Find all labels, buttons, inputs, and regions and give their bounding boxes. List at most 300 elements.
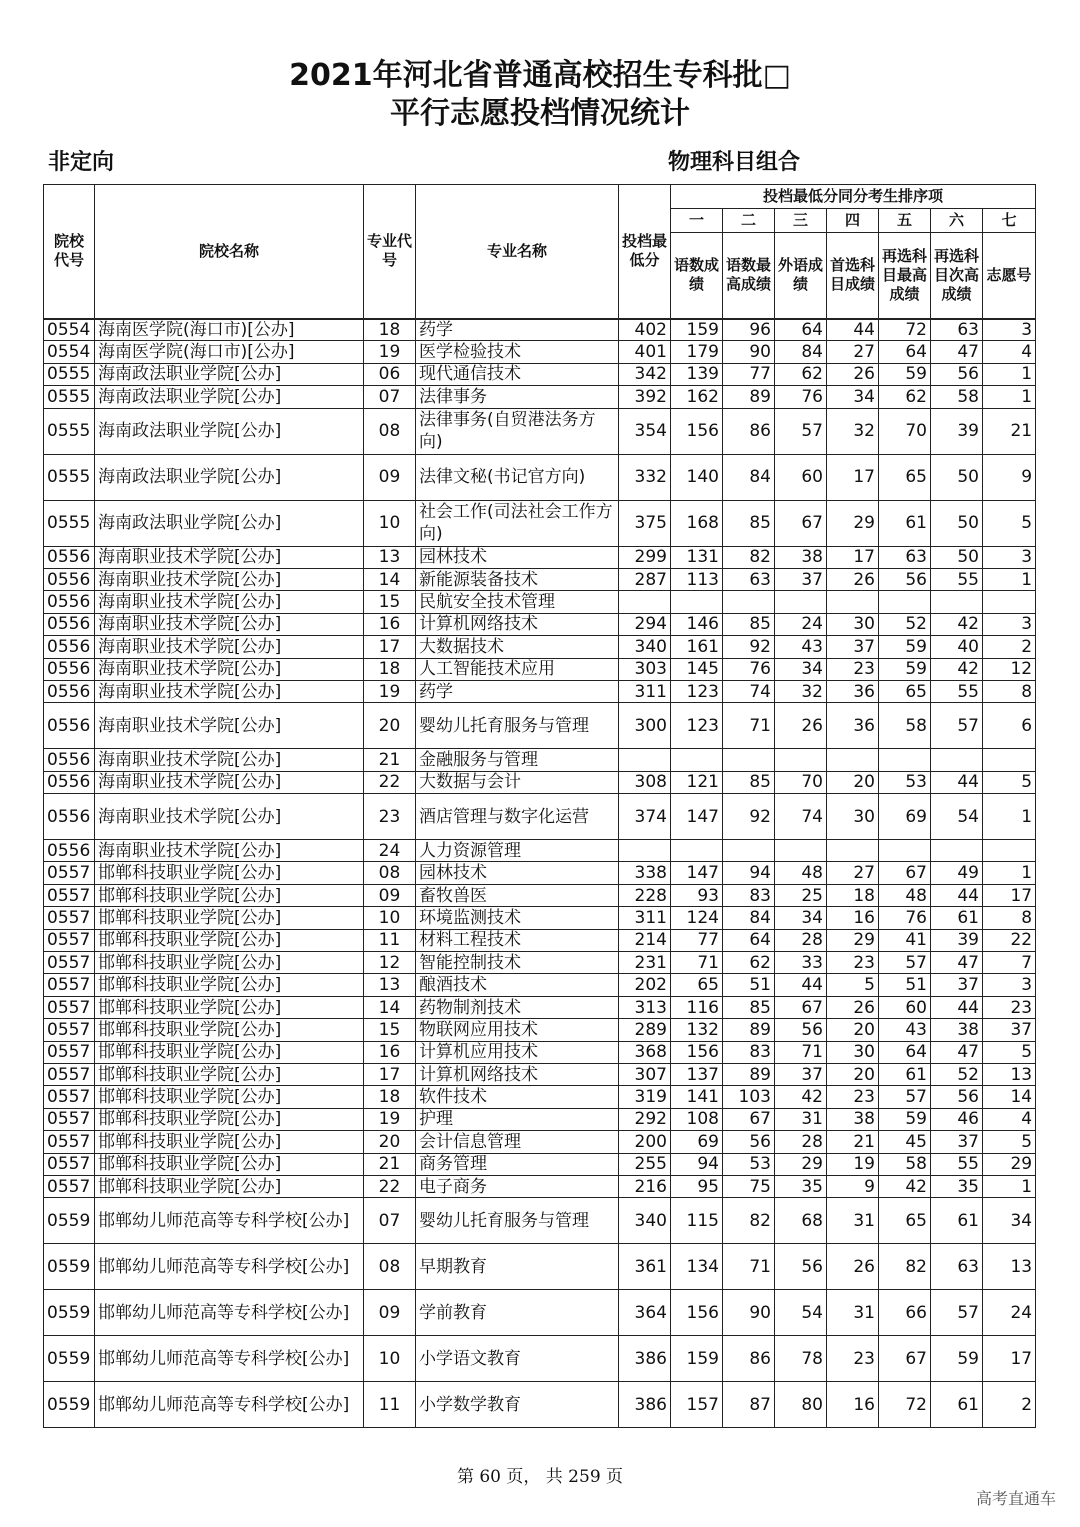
cell-major-code: 08 bbox=[364, 862, 416, 884]
cell-first-subject: 36 bbox=[827, 703, 879, 749]
cell-second-subject-next: 37 bbox=[931, 974, 983, 996]
cell-min-score: 332 bbox=[619, 454, 671, 500]
cell-school-name: 海南职业技术学院[公办] bbox=[95, 636, 364, 658]
cell-second-subject-next: 63 bbox=[931, 319, 983, 341]
cell-first-subject: 23 bbox=[827, 1336, 879, 1382]
cell-second-subject-max: 82 bbox=[879, 1244, 931, 1290]
cell-school-name: 海南职业技术学院[公办] bbox=[95, 840, 364, 862]
cell-min-score: 401 bbox=[619, 341, 671, 363]
cell-major-code: 06 bbox=[364, 363, 416, 385]
cell-chinese-math-max: 89 bbox=[723, 1019, 775, 1041]
cell-second-subject-next: 44 bbox=[931, 771, 983, 793]
cell-school-name: 邯郸科技职业学院[公办] bbox=[95, 996, 364, 1018]
cell-school-code: 0557 bbox=[44, 1131, 95, 1153]
cell-choice-number: 4 bbox=[983, 341, 1036, 363]
cell-second-subject-next bbox=[931, 749, 983, 771]
cell-school-code: 0555 bbox=[44, 386, 95, 408]
cell-major-name: 软件技术 bbox=[416, 1086, 619, 1108]
cell-major-name: 会计信息管理 bbox=[416, 1131, 619, 1153]
cell-foreign-lang: 71 bbox=[775, 1041, 827, 1063]
cell-min-score: 289 bbox=[619, 1019, 671, 1041]
cell-chinese-math: 159 bbox=[671, 319, 723, 341]
cell-foreign-lang: 34 bbox=[775, 907, 827, 929]
table-row bbox=[44, 1336, 1036, 1382]
table-row bbox=[44, 1131, 1036, 1153]
cell-school-name: 海南政法职业学院[公办] bbox=[95, 500, 364, 546]
cell-first-subject: 38 bbox=[827, 1108, 879, 1130]
cell-school-name: 海南职业技术学院[公办] bbox=[95, 546, 364, 568]
cell-min-score: 386 bbox=[619, 1382, 671, 1428]
cell-school-code: 0556 bbox=[44, 546, 95, 568]
cell-first-subject: 31 bbox=[827, 1198, 879, 1244]
cell-first-subject: 26 bbox=[827, 996, 879, 1018]
cell-chinese-math-max: 83 bbox=[723, 1041, 775, 1063]
cell-chinese-math-max: 71 bbox=[723, 703, 775, 749]
header-order-6: 六 bbox=[931, 209, 983, 233]
cell-foreign-lang: 84 bbox=[775, 341, 827, 363]
cell-min-score: 299 bbox=[619, 546, 671, 568]
cell-major-code: 13 bbox=[364, 546, 416, 568]
cell-choice-number: 3 bbox=[983, 613, 1036, 635]
cell-school-name: 海南职业技术学院[公办] bbox=[95, 568, 364, 590]
cell-school-code: 0556 bbox=[44, 613, 95, 635]
table-row bbox=[44, 703, 1036, 749]
cell-major-name: 计算机应用技术 bbox=[416, 1041, 619, 1063]
cell-foreign-lang: 37 bbox=[775, 568, 827, 590]
cell-foreign-lang: 33 bbox=[775, 952, 827, 974]
table-row bbox=[44, 771, 1036, 793]
cell-foreign-lang: 60 bbox=[775, 454, 827, 500]
cell-school-name: 海南政法职业学院[公办] bbox=[95, 386, 364, 408]
cell-major-code: 14 bbox=[364, 568, 416, 590]
cell-major-name: 环境监测技术 bbox=[416, 907, 619, 929]
cell-school-code: 0557 bbox=[44, 884, 95, 906]
table-row bbox=[44, 1063, 1036, 1085]
cell-first-subject: 36 bbox=[827, 680, 879, 702]
cell-school-name: 海南职业技术学院[公办] bbox=[95, 680, 364, 702]
cell-chinese-math bbox=[671, 749, 723, 771]
cell-school-name: 邯郸科技职业学院[公办] bbox=[95, 1063, 364, 1085]
cell-first-subject: 20 bbox=[827, 771, 879, 793]
table-row bbox=[44, 1244, 1036, 1290]
cell-second-subject-max bbox=[879, 591, 931, 613]
cell-major-code: 16 bbox=[364, 1041, 416, 1063]
cell-second-subject-max: 57 bbox=[879, 1086, 931, 1108]
cell-school-name: 邯郸科技职业学院[公办] bbox=[95, 907, 364, 929]
table-row bbox=[44, 974, 1036, 996]
cell-second-subject-next: 39 bbox=[931, 408, 983, 454]
cell-second-subject-max: 76 bbox=[879, 907, 931, 929]
cell-school-code: 0557 bbox=[44, 974, 95, 996]
header-tie-group: 投档最低分同分考生排序项 bbox=[671, 185, 1036, 209]
cell-chinese-math-max: 64 bbox=[723, 929, 775, 951]
cell-min-score: 361 bbox=[619, 1244, 671, 1290]
cell-major-code: 08 bbox=[364, 1244, 416, 1290]
cell-second-subject-next: 61 bbox=[931, 1382, 983, 1428]
cell-second-subject-next: 47 bbox=[931, 341, 983, 363]
cell-school-name: 邯郸幼儿师范高等专科学校[公办] bbox=[95, 1336, 364, 1382]
cell-school-code: 0555 bbox=[44, 454, 95, 500]
cell-chinese-math-max: 85 bbox=[723, 771, 775, 793]
cell-min-score: 375 bbox=[619, 500, 671, 546]
cell-choice-number: 3 bbox=[983, 319, 1036, 341]
cell-chinese-math: 108 bbox=[671, 1108, 723, 1130]
cell-school-name: 海南政法职业学院[公办] bbox=[95, 454, 364, 500]
cell-choice-number: 3 bbox=[983, 546, 1036, 568]
cell-school-name: 海南职业技术学院[公办] bbox=[95, 591, 364, 613]
cell-second-subject-next: 39 bbox=[931, 929, 983, 951]
header-min-score: 投档最低分 bbox=[619, 185, 671, 319]
cell-first-subject: 20 bbox=[827, 1063, 879, 1085]
cell-first-subject: 23 bbox=[827, 1086, 879, 1108]
cell-major-name: 智能控制技术 bbox=[416, 952, 619, 974]
cell-second-subject-max: 62 bbox=[879, 386, 931, 408]
header-major-code: 专业代号 bbox=[364, 185, 416, 319]
cell-first-subject: 31 bbox=[827, 1290, 879, 1336]
cell-major-name: 人力资源管理 bbox=[416, 840, 619, 862]
cell-school-name: 海南职业技术学院[公办] bbox=[95, 771, 364, 793]
cell-choice-number: 1 bbox=[983, 862, 1036, 884]
cell-chinese-math-max: 62 bbox=[723, 952, 775, 974]
cell-chinese-math-max: 51 bbox=[723, 974, 775, 996]
cell-choice-number: 1 bbox=[983, 794, 1036, 840]
cell-min-score: 214 bbox=[619, 929, 671, 951]
table-row bbox=[44, 862, 1036, 884]
cell-first-subject: 5 bbox=[827, 974, 879, 996]
cell-second-subject-max: 56 bbox=[879, 568, 931, 590]
cell-school-code: 0556 bbox=[44, 658, 95, 680]
cell-min-score: 342 bbox=[619, 363, 671, 385]
cell-school-name: 邯郸幼儿师范高等专科学校[公办] bbox=[95, 1198, 364, 1244]
cell-major-name: 药学 bbox=[416, 319, 619, 341]
cell-min-score: 354 bbox=[619, 408, 671, 454]
cell-chinese-math bbox=[671, 840, 723, 862]
cell-chinese-math-max: 92 bbox=[723, 794, 775, 840]
cell-major-name: 计算机网络技术 bbox=[416, 613, 619, 635]
cell-second-subject-max: 65 bbox=[879, 680, 931, 702]
cell-first-subject: 19 bbox=[827, 1153, 879, 1175]
cell-second-subject-next: 35 bbox=[931, 1175, 983, 1197]
cell-major-code: 22 bbox=[364, 1175, 416, 1197]
cell-min-score: 255 bbox=[619, 1153, 671, 1175]
cell-min-score: 319 bbox=[619, 1086, 671, 1108]
cell-choice-number: 14 bbox=[983, 1086, 1036, 1108]
cell-major-code: 10 bbox=[364, 1336, 416, 1382]
cell-chinese-math: 124 bbox=[671, 907, 723, 929]
cell-chinese-math: 134 bbox=[671, 1244, 723, 1290]
cell-chinese-math: 131 bbox=[671, 546, 723, 568]
cell-second-subject-next: 56 bbox=[931, 1086, 983, 1108]
cell-second-subject-max: 61 bbox=[879, 1063, 931, 1085]
cell-choice-number: 9 bbox=[983, 454, 1036, 500]
cell-min-score: 202 bbox=[619, 974, 671, 996]
cell-choice-number: 8 bbox=[983, 680, 1036, 702]
table-row bbox=[44, 840, 1036, 862]
cell-chinese-math: 141 bbox=[671, 1086, 723, 1108]
cell-major-code: 19 bbox=[364, 1108, 416, 1130]
cell-chinese-math bbox=[671, 591, 723, 613]
cell-first-subject: 34 bbox=[827, 386, 879, 408]
table-row bbox=[44, 749, 1036, 771]
cell-first-subject: 44 bbox=[827, 319, 879, 341]
cell-chinese-math: 140 bbox=[671, 454, 723, 500]
cell-second-subject-max: 69 bbox=[879, 794, 931, 840]
table-row bbox=[44, 907, 1036, 929]
cell-school-name: 邯郸科技职业学院[公办] bbox=[95, 884, 364, 906]
table-row bbox=[44, 546, 1036, 568]
cell-chinese-math-max: 85 bbox=[723, 500, 775, 546]
cell-min-score: 216 bbox=[619, 1175, 671, 1197]
cell-foreign-lang: 43 bbox=[775, 636, 827, 658]
cell-chinese-math: 137 bbox=[671, 1063, 723, 1085]
subtitle-right: 物理科目组合 bbox=[668, 150, 801, 175]
cell-major-name: 社会工作(司法社会工作方向) bbox=[416, 500, 619, 546]
cell-second-subject-max: 61 bbox=[879, 500, 931, 546]
cell-chinese-math-max: 90 bbox=[723, 1290, 775, 1336]
cell-first-subject: 17 bbox=[827, 546, 879, 568]
cell-second-subject-max: 59 bbox=[879, 636, 931, 658]
cell-foreign-lang: 67 bbox=[775, 996, 827, 1018]
cell-foreign-lang: 56 bbox=[775, 1244, 827, 1290]
cell-school-name: 海南医学院(海口市)[公办] bbox=[95, 341, 364, 363]
cell-first-subject bbox=[827, 749, 879, 771]
cell-major-code: 08 bbox=[364, 408, 416, 454]
cell-second-subject-next: 61 bbox=[931, 1198, 983, 1244]
table-row bbox=[44, 1153, 1036, 1175]
cell-school-code: 0556 bbox=[44, 636, 95, 658]
cell-foreign-lang bbox=[775, 749, 827, 771]
cell-foreign-lang: 76 bbox=[775, 386, 827, 408]
cell-major-code: 23 bbox=[364, 794, 416, 840]
cell-major-name: 护理 bbox=[416, 1108, 619, 1130]
cell-second-subject-max: 53 bbox=[879, 771, 931, 793]
cell-second-subject-max: 72 bbox=[879, 1382, 931, 1428]
cell-second-subject-max: 64 bbox=[879, 1041, 931, 1063]
cell-choice-number: 13 bbox=[983, 1063, 1036, 1085]
cell-major-name: 酒店管理与数字化运营 bbox=[416, 794, 619, 840]
cell-chinese-math: 132 bbox=[671, 1019, 723, 1041]
cell-second-subject-next: 44 bbox=[931, 884, 983, 906]
cell-chinese-math-max: 94 bbox=[723, 862, 775, 884]
table-row bbox=[44, 794, 1036, 840]
cell-choice-number: 34 bbox=[983, 1198, 1036, 1244]
cell-major-code: 11 bbox=[364, 929, 416, 951]
cell-min-score: 287 bbox=[619, 568, 671, 590]
cell-school-code: 0554 bbox=[44, 341, 95, 363]
cell-second-subject-next: 55 bbox=[931, 568, 983, 590]
cell-major-name: 法律事务(自贸港法务方向) bbox=[416, 408, 619, 454]
cell-school-code: 0557 bbox=[44, 952, 95, 974]
cell-choice-number: 29 bbox=[983, 1153, 1036, 1175]
cell-choice-number: 21 bbox=[983, 408, 1036, 454]
cell-major-code: 10 bbox=[364, 500, 416, 546]
cell-foreign-lang: 74 bbox=[775, 794, 827, 840]
cell-second-subject-next: 37 bbox=[931, 1131, 983, 1153]
cell-major-name: 民航安全技术管理 bbox=[416, 591, 619, 613]
cell-school-name: 海南职业技术学院[公办] bbox=[95, 613, 364, 635]
cell-chinese-math: 159 bbox=[671, 1336, 723, 1382]
table-row bbox=[44, 568, 1036, 590]
cell-second-subject-max: 48 bbox=[879, 884, 931, 906]
cell-second-subject-max: 57 bbox=[879, 952, 931, 974]
table-row bbox=[44, 591, 1036, 613]
cell-chinese-math-max: 89 bbox=[723, 386, 775, 408]
cell-second-subject-next: 47 bbox=[931, 1041, 983, 1063]
cell-major-name: 商务管理 bbox=[416, 1153, 619, 1175]
cell-foreign-lang: 25 bbox=[775, 884, 827, 906]
cell-school-name: 邯郸科技职业学院[公办] bbox=[95, 862, 364, 884]
cell-chinese-math: 94 bbox=[671, 1153, 723, 1175]
cell-major-code: 16 bbox=[364, 613, 416, 635]
cell-choice-number: 17 bbox=[983, 884, 1036, 906]
header-field-6: 再选科目次高成绩 bbox=[931, 233, 983, 319]
table-row bbox=[44, 680, 1036, 702]
header-field-5: 再选科目最高成绩 bbox=[879, 233, 931, 319]
cell-school-name: 邯郸科技职业学院[公办] bbox=[95, 1108, 364, 1130]
cell-choice-number: 4 bbox=[983, 1108, 1036, 1130]
cell-min-score: 364 bbox=[619, 1290, 671, 1336]
table-row bbox=[44, 1086, 1036, 1108]
admission-table bbox=[43, 184, 1036, 1428]
cell-chinese-math-max: 84 bbox=[723, 907, 775, 929]
cell-second-subject-max: 58 bbox=[879, 1153, 931, 1175]
header-school-name: 院校名称 bbox=[95, 185, 364, 319]
cell-chinese-math-max: 85 bbox=[723, 996, 775, 1018]
cell-foreign-lang: 56 bbox=[775, 1019, 827, 1041]
cell-foreign-lang: 44 bbox=[775, 974, 827, 996]
cell-school-name: 邯郸科技职业学院[公办] bbox=[95, 1086, 364, 1108]
table-row bbox=[44, 1290, 1036, 1336]
cell-major-code: 11 bbox=[364, 1382, 416, 1428]
table-row bbox=[44, 929, 1036, 951]
cell-chinese-math: 139 bbox=[671, 363, 723, 385]
cell-second-subject-next bbox=[931, 591, 983, 613]
cell-school-code: 0557 bbox=[44, 1153, 95, 1175]
cell-first-subject: 26 bbox=[827, 363, 879, 385]
cell-chinese-math: 147 bbox=[671, 862, 723, 884]
cell-choice-number: 13 bbox=[983, 1244, 1036, 1290]
cell-min-score: 200 bbox=[619, 1131, 671, 1153]
cell-major-name: 物联网应用技术 bbox=[416, 1019, 619, 1041]
cell-choice-number: 24 bbox=[983, 1290, 1036, 1336]
cell-school-code: 0556 bbox=[44, 703, 95, 749]
table-body bbox=[44, 319, 1036, 1428]
cell-chinese-math-max: 74 bbox=[723, 680, 775, 702]
header-field-2: 语数最高成绩 bbox=[723, 233, 775, 319]
cell-min-score: 340 bbox=[619, 1198, 671, 1244]
cell-second-subject-max: 70 bbox=[879, 408, 931, 454]
cell-major-code: 20 bbox=[364, 1131, 416, 1153]
cell-chinese-math: 65 bbox=[671, 974, 723, 996]
cell-min-score: 307 bbox=[619, 1063, 671, 1085]
table-row bbox=[44, 1041, 1036, 1063]
cell-first-subject bbox=[827, 840, 879, 862]
cell-foreign-lang bbox=[775, 840, 827, 862]
table-row bbox=[44, 408, 1036, 454]
cell-school-name: 邯郸科技职业学院[公办] bbox=[95, 1153, 364, 1175]
cell-second-subject-max: 52 bbox=[879, 613, 931, 635]
cell-major-name: 婴幼儿托育服务与管理 bbox=[416, 703, 619, 749]
cell-second-subject-next: 38 bbox=[931, 1019, 983, 1041]
cell-first-subject: 26 bbox=[827, 568, 879, 590]
cell-major-code: 18 bbox=[364, 1086, 416, 1108]
cell-foreign-lang: 29 bbox=[775, 1153, 827, 1175]
cell-school-code: 0556 bbox=[44, 591, 95, 613]
cell-chinese-math: 147 bbox=[671, 794, 723, 840]
cell-major-name: 园林技术 bbox=[416, 862, 619, 884]
cell-second-subject-next: 50 bbox=[931, 454, 983, 500]
cell-chinese-math: 156 bbox=[671, 1041, 723, 1063]
cell-foreign-lang: 62 bbox=[775, 363, 827, 385]
cell-major-code: 09 bbox=[364, 454, 416, 500]
cell-min-score: 308 bbox=[619, 771, 671, 793]
cell-second-subject-next: 46 bbox=[931, 1108, 983, 1130]
header-field-3: 外语成绩 bbox=[775, 233, 827, 319]
cell-major-name: 药物制剂技术 bbox=[416, 996, 619, 1018]
cell-chinese-math: 121 bbox=[671, 771, 723, 793]
cell-major-code: 18 bbox=[364, 658, 416, 680]
cell-chinese-math: 146 bbox=[671, 613, 723, 635]
cell-chinese-math: 123 bbox=[671, 703, 723, 749]
cell-chinese-math-max: 83 bbox=[723, 884, 775, 906]
cell-school-code: 0557 bbox=[44, 929, 95, 951]
cell-school-code: 0557 bbox=[44, 1041, 95, 1063]
cell-choice-number: 1 bbox=[983, 386, 1036, 408]
cell-school-name: 邯郸科技职业学院[公办] bbox=[95, 1175, 364, 1197]
cell-choice-number: 7 bbox=[983, 952, 1036, 974]
cell-min-score bbox=[619, 840, 671, 862]
cell-foreign-lang: 70 bbox=[775, 771, 827, 793]
cell-first-subject: 27 bbox=[827, 862, 879, 884]
cell-second-subject-max: 59 bbox=[879, 363, 931, 385]
cell-chinese-math-max: 89 bbox=[723, 1063, 775, 1085]
cell-first-subject: 27 bbox=[827, 341, 879, 363]
cell-min-score: 311 bbox=[619, 907, 671, 929]
cell-school-code: 0554 bbox=[44, 319, 95, 341]
cell-school-name: 邯郸幼儿师范高等专科学校[公办] bbox=[95, 1244, 364, 1290]
table-row bbox=[44, 500, 1036, 546]
cell-choice-number: 5 bbox=[983, 1131, 1036, 1153]
cell-school-name: 邯郸幼儿师范高等专科学校[公办] bbox=[95, 1290, 364, 1336]
cell-foreign-lang: 48 bbox=[775, 862, 827, 884]
cell-second-subject-max: 66 bbox=[879, 1290, 931, 1336]
header-order-5: 五 bbox=[879, 209, 931, 233]
cell-second-subject-next: 47 bbox=[931, 952, 983, 974]
cell-second-subject-max: 42 bbox=[879, 1175, 931, 1197]
table-row bbox=[44, 1019, 1036, 1041]
cell-second-subject-next: 63 bbox=[931, 1244, 983, 1290]
cell-major-name: 药学 bbox=[416, 680, 619, 702]
cell-chinese-math: 69 bbox=[671, 1131, 723, 1153]
cell-major-name: 酿酒技术 bbox=[416, 974, 619, 996]
cell-major-name: 婴幼儿托育服务与管理 bbox=[416, 1198, 619, 1244]
cell-first-subject: 29 bbox=[827, 500, 879, 546]
cell-second-subject-max: 60 bbox=[879, 996, 931, 1018]
cell-school-name: 海南职业技术学院[公办] bbox=[95, 658, 364, 680]
cell-choice-number bbox=[983, 749, 1036, 771]
cell-second-subject-max: 65 bbox=[879, 1198, 931, 1244]
cell-second-subject-max: 72 bbox=[879, 319, 931, 341]
cell-first-subject: 30 bbox=[827, 794, 879, 840]
cell-foreign-lang: 28 bbox=[775, 1131, 827, 1153]
cell-first-subject: 16 bbox=[827, 907, 879, 929]
cell-major-code: 21 bbox=[364, 749, 416, 771]
cell-second-subject-next: 50 bbox=[931, 500, 983, 546]
header-major-name: 专业名称 bbox=[416, 185, 619, 319]
cell-school-name: 海南职业技术学院[公办] bbox=[95, 703, 364, 749]
cell-chinese-math-max: 84 bbox=[723, 454, 775, 500]
cell-first-subject: 30 bbox=[827, 613, 879, 635]
